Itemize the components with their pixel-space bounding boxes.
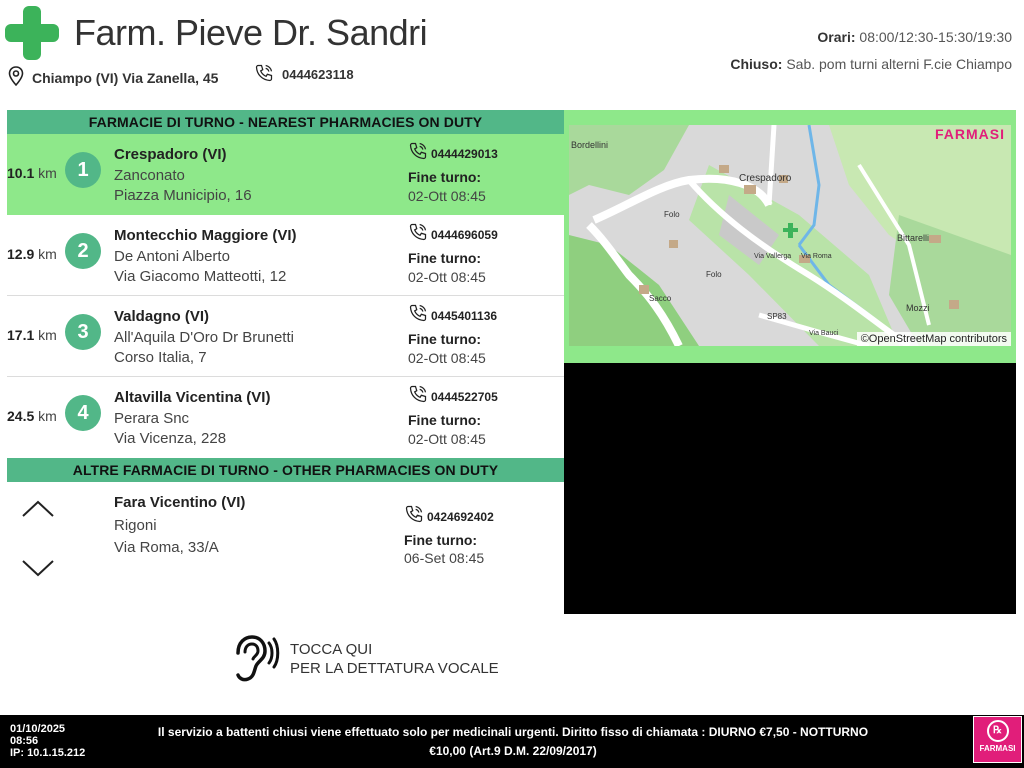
svg-text:Bordellini: Bordellini	[571, 140, 609, 150]
footer-date: 01/10/2025	[10, 723, 66, 735]
pharmacy-cross-logo	[5, 6, 59, 60]
voice-line-2: PER LA DETTATURA VOCALE	[290, 660, 499, 677]
phone-icon	[408, 303, 428, 323]
pharmacy-name: De Antoni Alberto	[114, 248, 230, 265]
pharmacy-phone[interactable]	[254, 63, 354, 86]
pharmacy-row-2[interactable]	[7, 215, 564, 296]
pharmacy-row-1[interactable]	[7, 134, 564, 215]
shift-end-label: Fine turno:	[408, 250, 482, 266]
footer-ip: IP: 10.1.15.212	[10, 747, 86, 759]
shift-end-label: Fine turno:	[408, 331, 482, 347]
chevron-up-icon[interactable]	[21, 497, 55, 519]
farmasi-emblem-icon: ℞	[987, 720, 1009, 742]
pharmacy-phone[interactable]	[408, 384, 498, 404]
pharmacy-street: Corso Italia, 7	[114, 349, 207, 366]
pharmacy-street: Via Vicenza, 228	[114, 430, 227, 447]
other-pharmacies-header: ALTRE FARMACIE DI TURNO - OTHER PHARMACIES ON DUTY	[7, 458, 564, 482]
svg-text:Crespadoro: Crespadoro	[739, 173, 792, 184]
svg-text:SP83: SP83	[767, 312, 787, 321]
rank-badge: 4	[65, 395, 101, 431]
svg-text:Folo: Folo	[664, 210, 680, 219]
phone-number: 0444429013	[431, 147, 498, 161]
farmasi-footer-logo	[973, 716, 1022, 763]
svg-text:Via Roma: Via Roma	[801, 253, 832, 260]
pharmacy-title: Farm. Pieve Dr. Sandri	[74, 12, 428, 53]
farmasi-map-logo: FARMASI	[935, 126, 1005, 142]
hours-value: 08:00/12:30-15:30/19:30	[859, 29, 1012, 45]
distance: 12.9 km	[7, 246, 57, 262]
voice-line-1: TOCCA QUI	[290, 641, 373, 658]
farmasi-logo-text: FARMASI	[979, 744, 1016, 753]
ear-icon	[228, 633, 280, 685]
shift-end-label: Fine turno:	[404, 532, 478, 548]
shift-end-label: Fine turno:	[408, 169, 482, 185]
map-canvas	[569, 125, 1011, 346]
shift-end-date: 02-Ott 08:45	[408, 188, 486, 204]
pharmacy-row-3[interactable]	[7, 296, 564, 377]
pharmacy-address	[8, 66, 218, 89]
phone-number: 0445401136	[431, 309, 498, 323]
shift-end-date: 06-Set 08:45	[404, 550, 485, 566]
pharmacy-phone[interactable]	[408, 222, 498, 242]
svg-text:Folo: Folo	[706, 270, 722, 279]
shift-end-date: 02-Ott 08:45	[408, 431, 486, 447]
svg-text:Via Vallerga: Via Vallerga	[754, 253, 792, 260]
other-pharmacy-item[interactable]	[7, 482, 564, 612]
footer-time: 08:56	[10, 735, 39, 747]
footer-notice: Il servizio a battenti chiusi viene effettuato solo per medicinali urgenti. Diritto fisso di chiamata : DIURNO €7,50 - NOTTURNO €10,00 (Art.9 D.M. 22/09/2017)	[157, 725, 869, 758]
phone-icon	[404, 504, 424, 524]
shift-end-label: Fine turno:	[408, 412, 482, 428]
pharmacy-phone[interactable]	[408, 303, 497, 323]
nearest-pharmacies-header: FARMACIE DI TURNO - NEAREST PHARMACIES ON DUTY	[7, 110, 564, 134]
svg-text:Mozzi: Mozzi	[906, 303, 930, 313]
opening-hours	[682, 24, 1012, 78]
pharmacy-phone[interactable]	[404, 504, 494, 524]
distance: 10.1 km	[7, 165, 57, 181]
phone-number: 0424692402	[427, 510, 494, 524]
pharmacy-street: Piazza Municipio, 16	[114, 187, 252, 204]
pharmacy-name: Rigoni	[114, 517, 157, 534]
svg-text:Bittarelli: Bittarelli	[897, 233, 930, 243]
phone-icon	[408, 384, 428, 404]
footer-meta	[10, 723, 85, 759]
address-text: Chiampo (VI) Via Zanella, 45	[32, 69, 219, 86]
pharmacy-phone[interactable]	[408, 141, 498, 161]
phone-number: 0444522705	[431, 390, 498, 404]
hours-label: Orari:	[817, 29, 856, 45]
svg-text:Via Bauci: Via Bauci	[809, 330, 839, 337]
pharmacy-name: Zanconato	[114, 167, 185, 184]
footer-bar	[0, 715, 1024, 768]
rank-badge: 2	[65, 233, 101, 269]
video-panel	[564, 363, 1016, 614]
rank-badge: 1	[65, 152, 101, 188]
closed-value: Sab. pom turni alterni F.cie Chiampo	[786, 56, 1012, 72]
pharmacy-town: Valdagno (VI)	[114, 308, 210, 325]
closed-label: Chiuso:	[730, 56, 783, 72]
pharmacy-street: Via Giacomo Matteotti, 12	[114, 268, 287, 285]
rank-badge: 3	[65, 314, 101, 350]
voice-dictation-button[interactable]	[228, 633, 499, 685]
svg-text:Sacco: Sacco	[649, 294, 672, 303]
pharmacy-name: All'Aquila D'Oro Dr Brunetti	[114, 329, 294, 346]
distance: 24.5 km	[7, 408, 57, 424]
phone-icon	[254, 63, 274, 86]
pharmacy-street: Via Roma, 33/A	[114, 539, 219, 556]
pharmacy-name: Perara Snc	[114, 410, 190, 427]
shift-end-date: 02-Ott 08:45	[408, 269, 486, 285]
phone-number: 0444623118	[282, 67, 354, 82]
pharmacy-town: Fara Vicentino (VI)	[114, 494, 246, 511]
pharmacy-town: Crespadoro (VI)	[114, 146, 227, 163]
pharmacy-town: Montecchio Maggiore (VI)	[114, 227, 297, 244]
chevron-down-icon[interactable]	[21, 558, 55, 580]
pharmacy-map[interactable]	[569, 125, 1011, 346]
map-frame	[564, 110, 1016, 363]
map-attribution: ©OpenStreetMap contributors	[857, 332, 1011, 346]
pharmacy-row-4[interactable]	[7, 377, 564, 458]
phone-icon	[408, 141, 428, 161]
pharmacy-town: Altavilla Vicentina (VI)	[114, 389, 271, 406]
shift-end-date: 02-Ott 08:45	[408, 350, 486, 366]
phone-number: 0444696059	[431, 228, 498, 242]
map-pin-icon	[8, 66, 24, 89]
phone-icon	[408, 222, 428, 242]
distance: 17.1 km	[7, 327, 57, 343]
